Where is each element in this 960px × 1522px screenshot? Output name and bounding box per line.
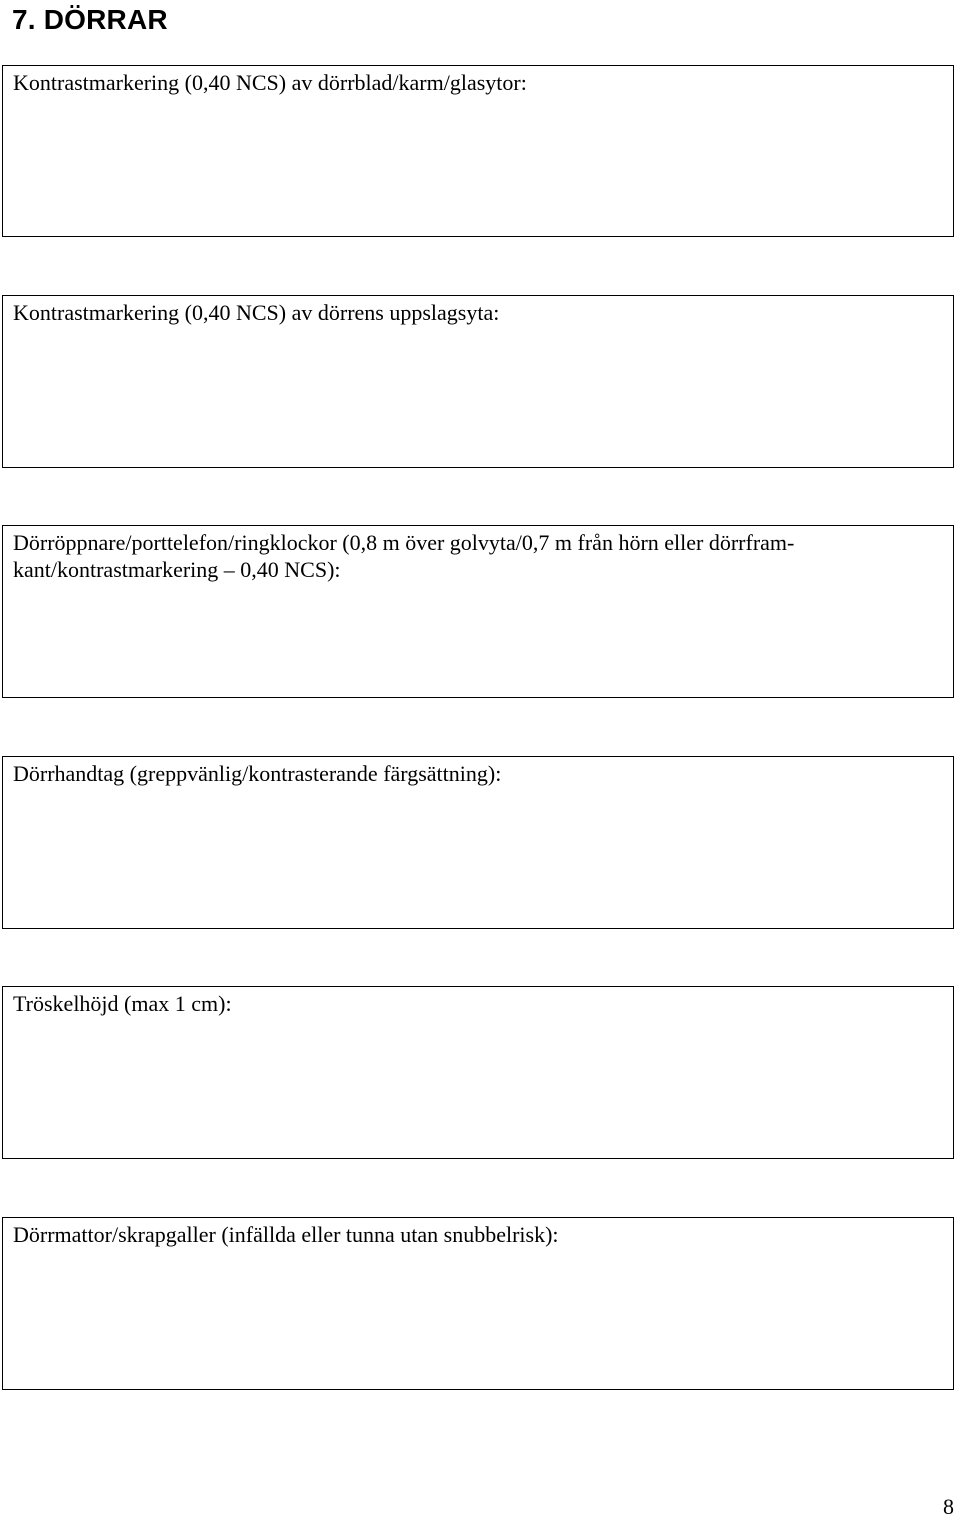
field-label-line-2: kant/kontrastmarkering – 0,40 NCS): (13, 557, 341, 582)
section-heading: 7. DÖRRAR (12, 4, 168, 35)
page-number: 8 (943, 1494, 954, 1519)
form-box-door-mats[interactable] (2, 1217, 954, 1390)
field-label: Tröskelhöjd (max 1 cm): (13, 991, 232, 1016)
field-label-line-1: Dörröppnare/porttelefon/ringklockor (0,8 m över golvyta/0,7 m från hörn eller dörrfram- (13, 530, 795, 555)
field-label: Kontrastmarkering (0,40 NCS) av dörrens uppslagsyta: (13, 300, 500, 325)
field-label: Kontrastmarkering (0,40 NCS) av dörrblad/karm/glasytor: (13, 70, 527, 95)
form-box-door-opener[interactable] (2, 525, 954, 698)
field-label: Dörrmattor/skrapgaller (infällda eller tunna utan snubbelrisk): (13, 1222, 559, 1247)
form-box-door-contrast[interactable] (2, 65, 954, 237)
form-box-threshold-height[interactable] (2, 986, 954, 1159)
form-box-door-swing-area[interactable] (2, 295, 954, 468)
field-label: Dörrhandtag (greppvänlig/kontrasterande färgsättning): (13, 761, 502, 786)
form-box-door-handle[interactable] (2, 756, 954, 929)
field-label (13, 529, 943, 583)
